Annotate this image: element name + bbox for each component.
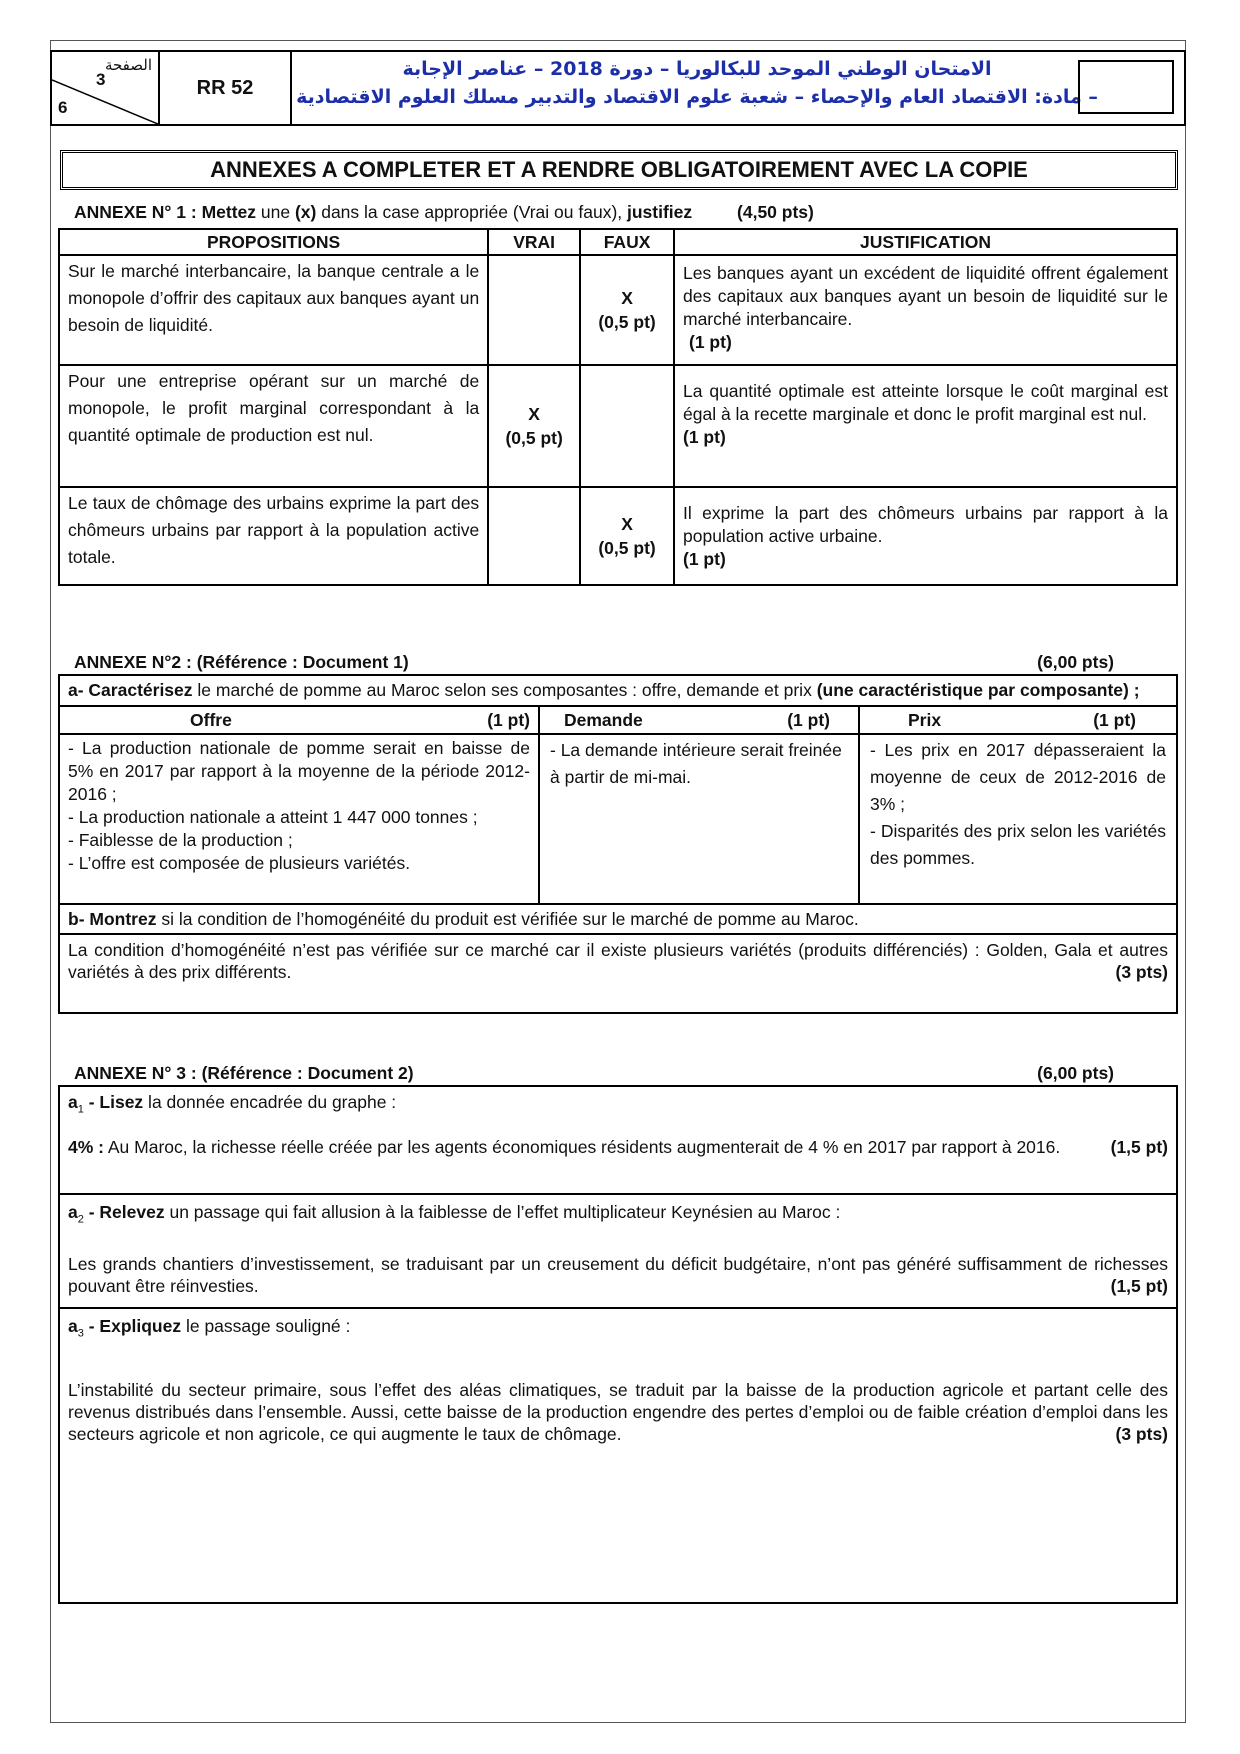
prix-cell: - Les prix en 2017 dépasseraient la moyenne de ceux de 2012-2016 de 3% ; - Disparités des prix selon les variétés des pommes. xyxy=(870,740,1166,868)
page-number: 3 xyxy=(96,70,106,89)
demande-cell: - La demande intérieure serait freinée à partir de mi-mai. xyxy=(540,735,860,903)
annexe2-box xyxy=(58,674,1178,1014)
exam-title-line1: الامتحان الوطني الموحد للبكالوريا – دورة 2018 – عناصر الإجابة xyxy=(402,58,992,80)
annexe2-columns-body xyxy=(60,735,1176,905)
annexe1-points: (4,50 pts) xyxy=(737,202,814,222)
annexe1-label: ANNEXE N° 1 : Mettez une (x) dans la case appropriée (Vrai ou faux), justifiez (4,50 pts) xyxy=(74,202,814,222)
proposition-cell: Sur le marché interbancaire, la banque centrale a le monopole d’offrir des capitaux aux banques ayant un besoin de liquidité. xyxy=(59,255,488,365)
annexe3-points: (6,00 pts) xyxy=(1037,1063,1114,1083)
proposition-cell: Le taux de chômage des urbains exprime la part des chômeurs urbains par rapport à la population active totale. xyxy=(59,487,488,585)
annexe3-a3: $a_3$ - Expliquez le passage souligné : L’instabilité du secteur primaire, sous l’effet des aléas climatiques, se traduit par la baisse de la production agricole et partant celle des revenus distribués dans l’ensemble. Aussi, cette baisse de la production engendre des pertes d’emploi ou de faible création d’emploi dans les secteurs agricole et non agricole, ce qui augmente le taux de chômage. (3 pts) xyxy=(68,1316,1168,1444)
col-vrai: VRAI xyxy=(488,229,580,255)
table-row xyxy=(59,487,1177,585)
page-title: ANNEXES A COMPLETER ET A RENDRE OBLIGATOIREMENT AVEC LA COPIE xyxy=(60,150,1178,190)
exam-header xyxy=(50,50,1186,126)
annexe2-points: (6,00 pts) xyxy=(1037,652,1114,672)
justification-cell: Les banques ayant un excédent de liquidité offrent également des capitaux aux banques ayant un besoin de liquidité sur le marché interbancaire. (1 pt) xyxy=(674,255,1177,365)
page-label: الصفحة xyxy=(104,57,152,74)
col-demande: Demande (1 pt) xyxy=(540,707,860,733)
proposition-cell: Pour une entreprise opérant sur un marché de monopole, le profit marginal correspondant à la quantité optimale de production est nul. xyxy=(59,365,488,487)
justification-cell: Il exprime la part des chômeurs urbains par rapport à la population active urbaine. (1 pt) xyxy=(674,487,1177,585)
faux-cell: X (0,5 pt) xyxy=(580,487,674,585)
table-row xyxy=(59,255,1177,365)
col-justification: JUSTIFICATION xyxy=(674,229,1177,255)
vrai-cell: X (0,5 pt) xyxy=(488,365,580,487)
offre-cell: - La production nationale de pomme serait en baisse de 5% en 2017 par rapport à la moyenne de la période 2012-2016 ; - La production nationale a atteint 1 447 000 tonnes ; - Faiblesse de la production ; - L’offre est composée de plusieurs variétés. xyxy=(60,735,540,903)
faux-cell: X (0,5 pt) xyxy=(580,255,674,365)
annexe2-label: ANNEXE N°2 : (Référence : Document 1) (6,00 pts) xyxy=(74,652,1114,672)
grade-box xyxy=(1078,60,1174,114)
annexe2-question-b: b- Montrez si la condition de l’homogénéité du produit est vérifiée sur le marché de pomme au Maroc. xyxy=(60,905,1176,935)
page-number-box xyxy=(52,52,160,124)
annexe2-columns-header xyxy=(60,707,1176,735)
table-header-row xyxy=(59,229,1177,255)
annexe2-question-a: a- Caractérisez le marché de pomme au Maroc selon ses composantes : offre, demande et prix (une caractéristique par composante) ; xyxy=(60,676,1176,707)
exam-code: RR 52 xyxy=(160,52,292,124)
justification-cell: La quantité optimale est atteinte lorsque le coût marginal est égal à la recette marginale et donc le profit marginal est nul. (1 pt) xyxy=(674,365,1177,487)
total-pages: 6 xyxy=(58,98,68,117)
exam-title-line2: – مادة: الاقتصاد العام والإحصاء – شعبة علوم الاقتصاد والتدبير مسلك العلوم الاقتصادية xyxy=(296,86,1098,108)
faux-cell xyxy=(580,365,674,487)
vrai-cell xyxy=(488,255,580,365)
vrai-cell xyxy=(488,487,580,585)
col-propositions: PROPOSITIONS xyxy=(59,229,488,255)
annexe1-table xyxy=(58,228,1178,586)
col-faux: FAUX xyxy=(580,229,674,255)
exam-title xyxy=(292,52,1102,124)
col-prix: Prix (1 pt) xyxy=(908,710,1136,730)
annexe3-box xyxy=(58,1085,1178,1604)
annexe3-a2: $a_2$ - Relevez un passage qui fait allusion à la faiblesse de l’effet multiplicateur Keynésien au Maroc : Les grands chantiers d’investissement, se traduisant par un creusement du déficit budgétaire, n’ont pas généré suffisamment de richesses pouvant être réinvesties. (1,5 pt) xyxy=(60,1195,1176,1309)
table-row xyxy=(59,365,1177,487)
col-offre: Offre (1 pt) xyxy=(60,707,540,733)
annexe3-a1: $a_1$ - Lisez la donnée encadrée du graphe : 4% : Au Maroc, la richesse réelle créée par les agents économiques résidents augmenterait de 4 % en 2017 par rapport à 2016. (1,5 pt) xyxy=(60,1087,1176,1195)
annexe2-answer-b: La condition d’homogénéité n’est pas vérifiée sur ce marché car il existe plusieurs variétés (produits différenciés) : Golden, Gala et autres variétés à des prix différents. (3 pts) xyxy=(68,940,1168,982)
annexe3-label: ANNEXE N° 3 : (Référence : Document 2) (6,00 pts) xyxy=(74,1063,1114,1083)
